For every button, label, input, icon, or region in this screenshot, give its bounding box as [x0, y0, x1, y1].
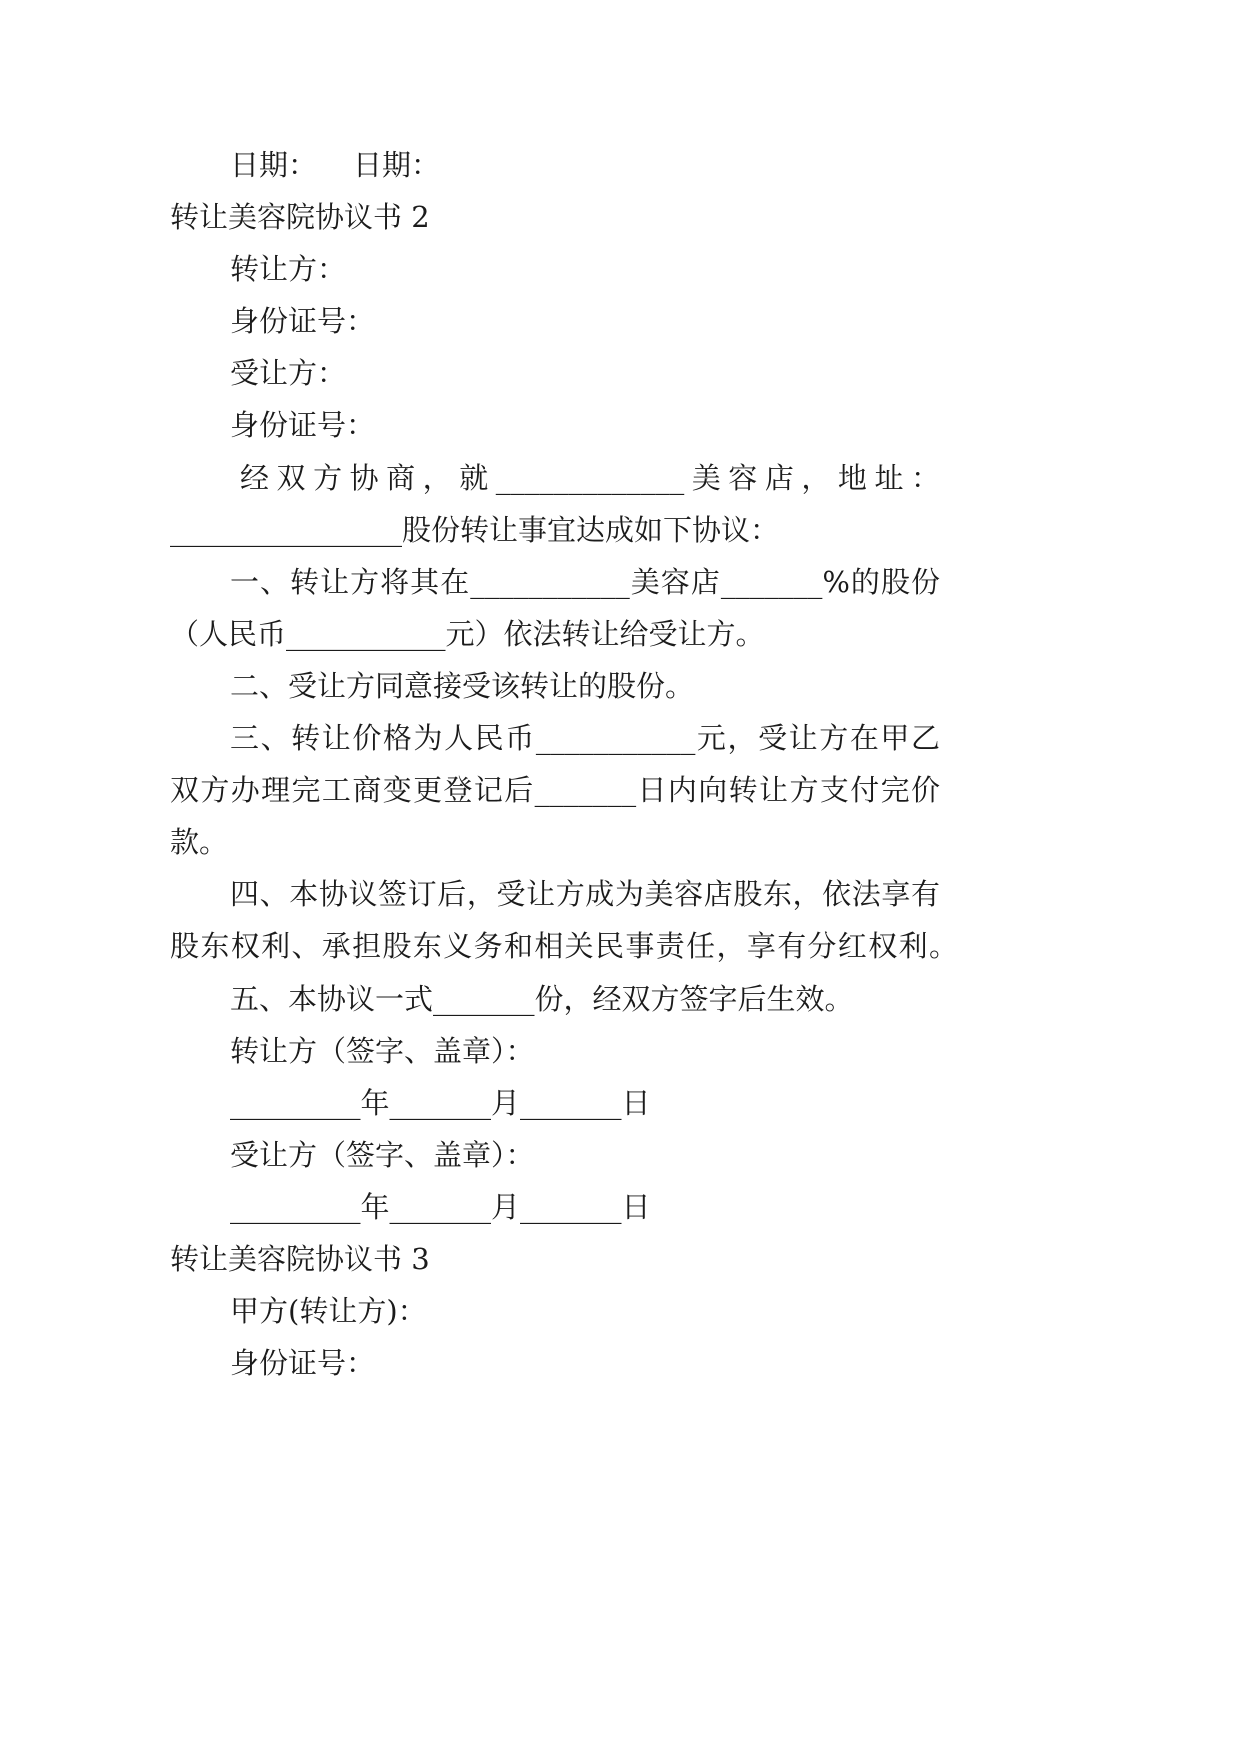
clause-3-line: 双方办理完工商变更登记后_______日内向转让方支付完价 — [170, 773, 940, 808]
document-body — [0, 139, 1241, 1389]
date-row — [230, 139, 1241, 191]
agreement-title: 转让美容院协议书 3 — [170, 1241, 430, 1276]
clause-4-line: 股东权利、承担股东义务和相关民事责任，享有分红权利。 — [170, 929, 958, 964]
clause-4-line: 四、本协议签订后，受让方成为美容店股东，依法享有 — [230, 877, 940, 912]
transferee-label: 受让方： — [230, 356, 347, 391]
transferee-id-label: 身份证号： — [230, 408, 376, 443]
transferee-signature-label: 受让方（签字、盖章）： — [230, 1137, 535, 1172]
preamble-line: ________________股份转让事宜达成如下协议： — [170, 512, 780, 547]
date-label: 日期： — [230, 148, 318, 182]
clause-3-line: 款。 — [170, 825, 229, 860]
clause-2-line: 二、受让方同意接受该转让的股份。 — [230, 668, 695, 703]
clause-1-line: 一、转让方将其在___________美容店_______%的股份 — [230, 564, 940, 599]
transferor-label: 转让方： — [230, 252, 347, 287]
transferee-signature-date: _________年_______月_______日 — [230, 1189, 651, 1224]
transferor-signature-label: 转让方（签字、盖章）： — [230, 1033, 535, 1068]
agreement-title: 转让美容院协议书 2 — [170, 200, 430, 235]
clause-5-line: 五、本协议一式_______份，经双方签字后生效。 — [230, 981, 854, 1016]
clause-1-line: （人民币___________元）依法转让给受让方。 — [170, 616, 765, 651]
transferor-signature-date: _________年_______月_______日 — [230, 1085, 651, 1120]
transferor-id-label: 身份证号： — [230, 304, 376, 339]
party-a-id-label: 身份证号： — [230, 1346, 376, 1381]
date-label: 日期： — [353, 148, 441, 182]
preamble-line: 经双方协商，就_____________美容店，地址： — [240, 460, 940, 495]
party-a-label: 甲方(转让方)： — [230, 1294, 427, 1329]
clause-3-line: 三、转让价格为人民币___________元，受让方在甲乙 — [230, 721, 940, 756]
